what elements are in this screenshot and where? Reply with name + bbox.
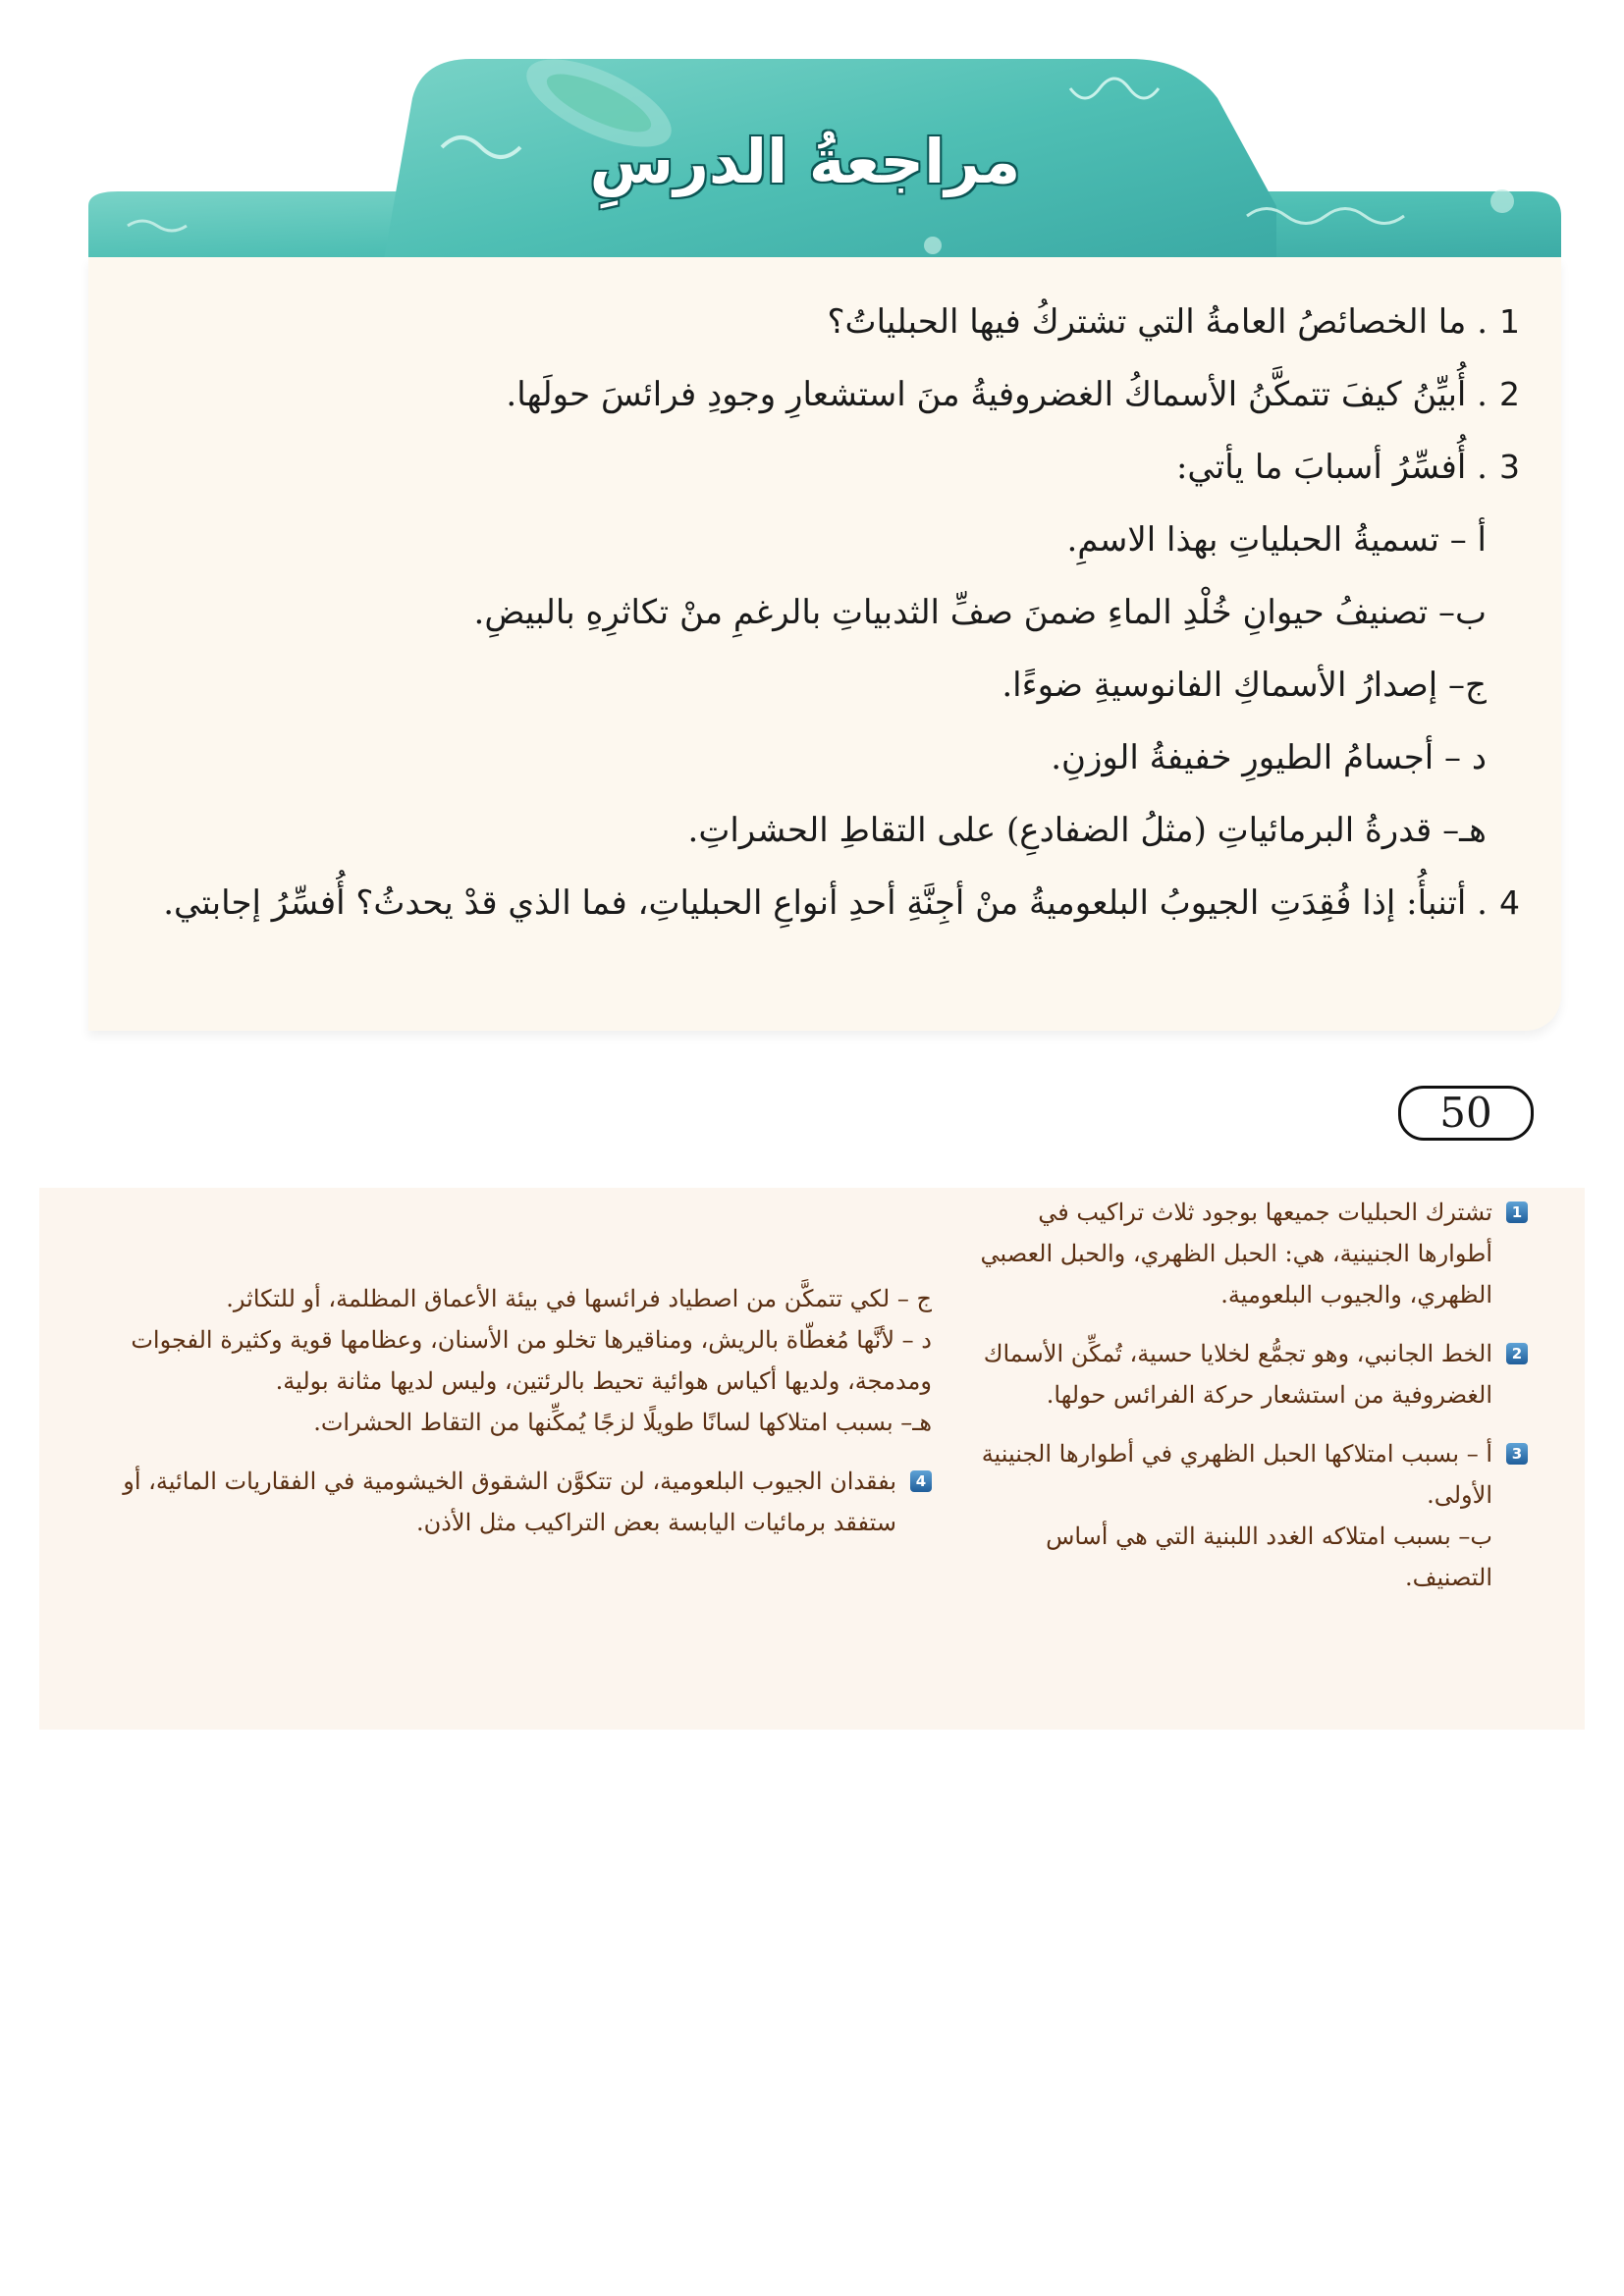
answer-number-badge: 1 <box>1506 1201 1528 1223</box>
question-number: 4 <box>1499 883 1520 922</box>
question-text: . ما الخصائصُ العامةُ التي تشتركُ فيها الحبلياتُ؟ <box>827 302 1488 342</box>
answer-number-badge: 2 <box>1506 1343 1528 1364</box>
question-number: 1 <box>1499 302 1520 341</box>
answer-3 <box>978 1433 1528 1598</box>
answer-text: بفقدان الجيوب البلعومية، لن تتكوَّن الشقوق الخيشومية في الفقاريات المائية، أو ستفقد برمائيات اليابسة بعض التراكيب مثل الأذن. <box>123 1468 896 1536</box>
answer-text <box>68 1278 932 1443</box>
answer-1 <box>978 1192 1528 1315</box>
answer-text <box>978 1433 1492 1598</box>
question-2 <box>116 369 1520 420</box>
answer-text: تشترك الحبليات جميعها بوجود ثلاث تراكيب في أطوارها الجنينية، هي: الحبل الظهري، والحبل العصبي الظهري، والجيوب البلعومية. <box>980 1199 1492 1308</box>
answer-3-continued <box>68 1278 932 1443</box>
question-list <box>116 296 1520 950</box>
answer-number-badge: 4 <box>910 1470 932 1492</box>
answer-2 <box>978 1333 1528 1415</box>
answer-key-panel <box>39 1188 1585 1730</box>
answer-column-right <box>978 1192 1528 1616</box>
question-4 <box>116 878 1520 929</box>
question-3-item-c: ج– إصدارُ الأسماكِ الفانوسيةِ ضوءًا. <box>1001 666 1487 705</box>
question-3-item-b: ب– تصنيفُ حيوانِ خُلْدِ الماءِ ضمنَ صفِّ الثدبياتِ بالرغمِ منْ تكاثرِهِ بالبيضِ. <box>473 593 1487 632</box>
answer-3-c: ج – لكي تتمكَّن من اصطياد فرائسها في بيئة الأعماق المظلمة، أو للتكاثر. <box>226 1285 932 1312</box>
answer-3-e: هـ– بسبب امتلاكها لسانًا طويلًا لزجًا يُمكِّنها من التقاط الحشرات. <box>313 1409 932 1436</box>
question-text: . أتنبأُ: إذا فُقِدَتِ الجيوبُ البلعوميةُ منْ أجِنَّةِ أحدِ أنواعِ الحبلياتِ، فما الذي قدْ يحدثُ؟ أُفسِّرُ إجابتي. <box>163 883 1488 923</box>
answer-3-d: د – لأنَّها مُغطّاة بالريش، ومناقيرها تخلو من الأسنان، وعظامها قوية وكثيرة الفجوات ومدمجة، ولديها أكياس هوائية تحيط بالرئتين، وليس لديها مثانة بولية. <box>131 1326 932 1395</box>
answer-column-left <box>68 1278 932 1561</box>
question-number: 3 <box>1499 448 1520 486</box>
page-number: 50 <box>1398 1086 1534 1141</box>
answer-text: الخط الجانبي، وهو تجمُّع لخلايا حسية، تُمكِّن الأسماك الغضروفية من استشعار حركة الفرائس حولها. <box>983 1340 1492 1409</box>
page-title: مراجعةُ الدرسِ <box>589 126 1021 197</box>
question-1 <box>116 296 1520 347</box>
question-3-item-e: هـ– قدرةُ البرمائياتِ (مثلُ الضفادعِ) على التقاطِ الحشراتِ. <box>687 811 1487 850</box>
answer-3-b: ب– بسبب امتلاكه الغدد اللبنية التي هي أساس التصنيف. <box>1046 1522 1492 1591</box>
answer-4 <box>68 1461 932 1543</box>
question-text: . أُبيِّنُ كيفَ تتمكَّنُ الأسماكُ الغضروفيةُ منَ استشعارِ وجودِ فرائسَ حولَها. <box>506 375 1488 414</box>
question-3-item-d: د – أجسامُ الطيورِ خفيفةُ الوزنِ. <box>1051 738 1487 777</box>
answer-number-badge: 3 <box>1506 1443 1528 1465</box>
answer-3-a: أ – بسبب امتلاكها الحبل الظهري في أطوارها الجنينية الأولى. <box>981 1440 1492 1509</box>
question-3-item-a: أ – تسميةُ الحبلياتِ بهذا الاسمِ. <box>1066 520 1487 560</box>
question-text: . أُفسِّرُ أسبابَ ما يأتي: <box>1175 448 1488 487</box>
question-3 <box>116 442 1520 493</box>
question-number: 2 <box>1499 375 1520 413</box>
review-questions-card <box>88 257 1561 1031</box>
